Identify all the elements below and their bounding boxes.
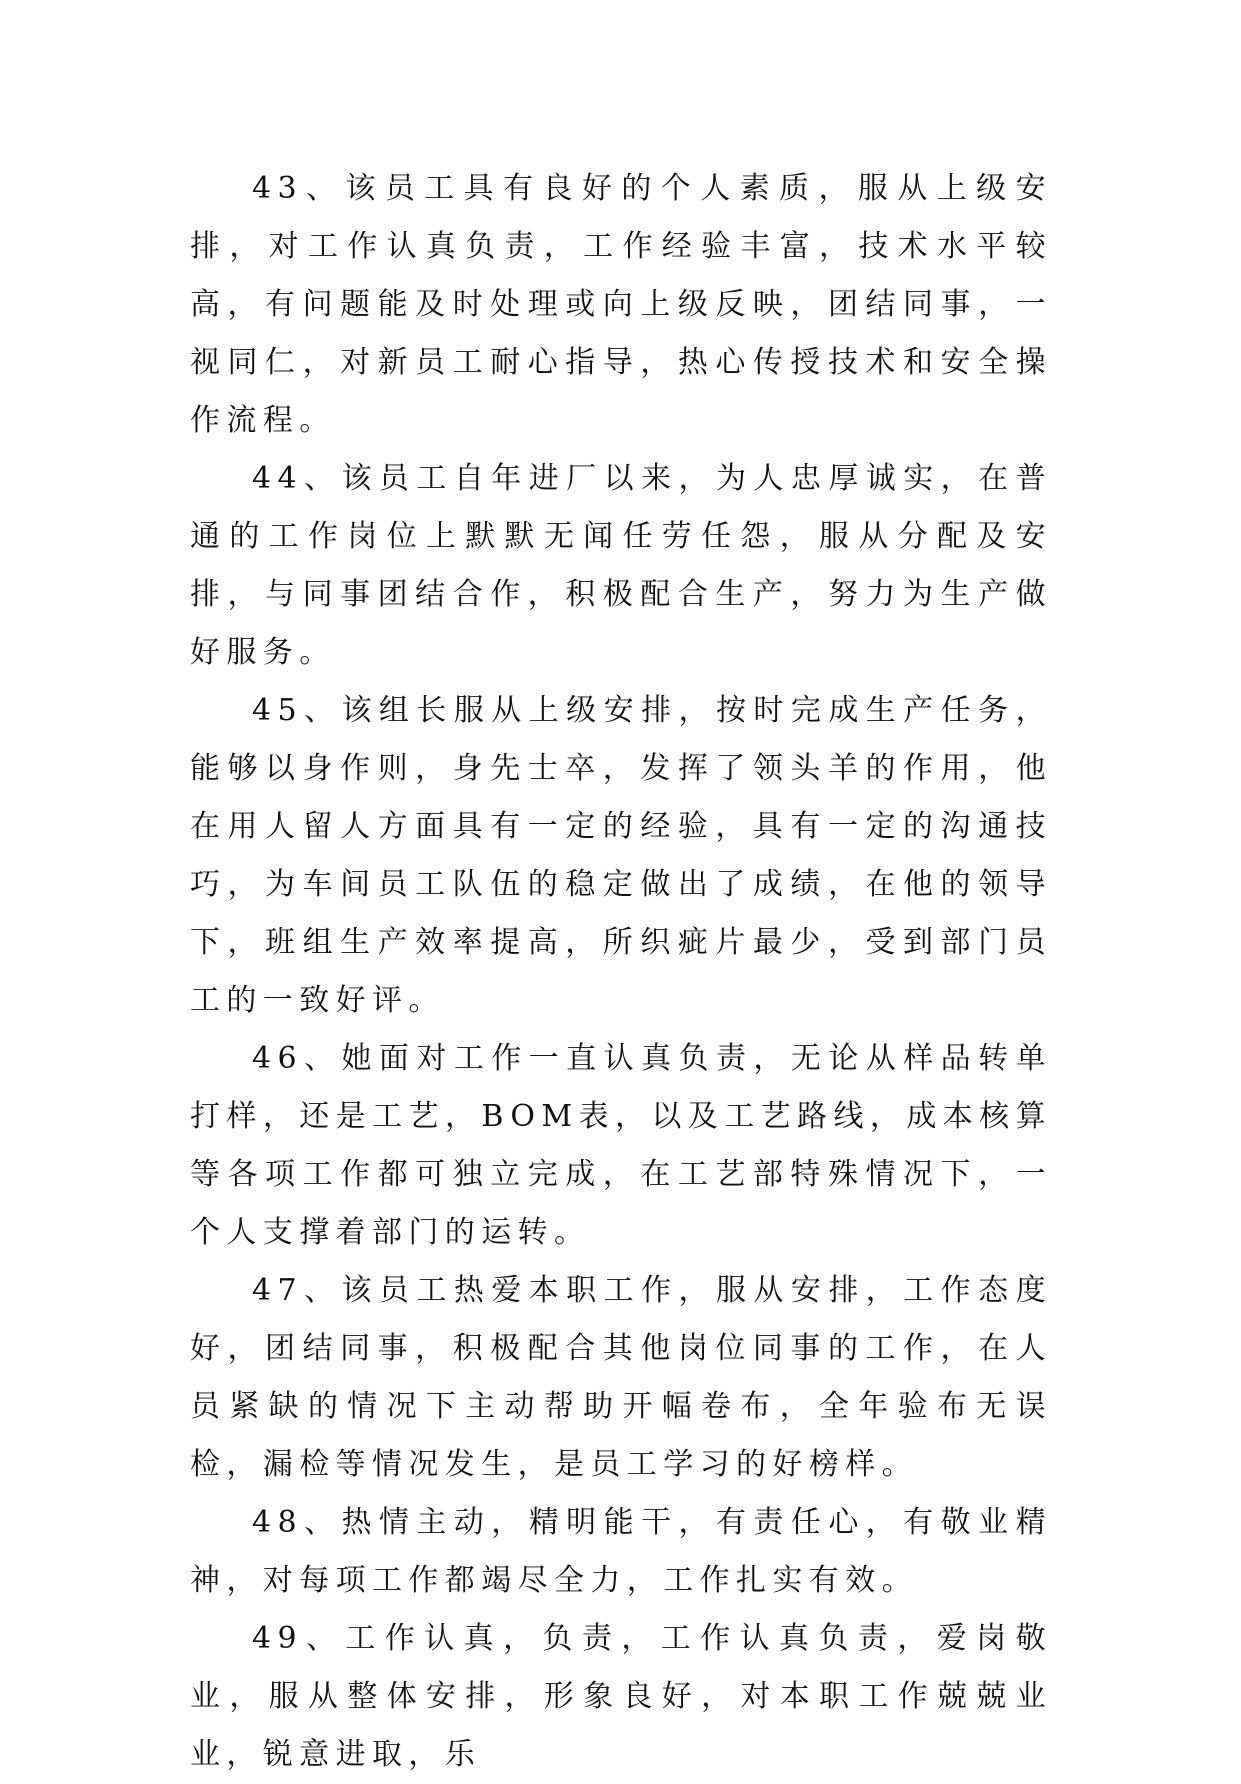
paragraph-48: 48、热情主动，精明能干，有责任心，有敬业精神，对每项工作都竭尽全力，工作扎实有效。 — [190, 1505, 1052, 1598]
paragraph-44: 44、该员工自年进厂以来，为人忠厚诚实，在普通的工作岗位上默默无闻任劳任怨，服从分配及安排，与同事团结合作，积极配合生产，努力为生产做好服务。 — [190, 461, 1052, 670]
document-body — [190, 160, 1052, 1784]
paragraph-46: 46、她面对工作一直认真负责，无论从样品转单打样，还是工艺，BOM表，以及工艺路线，成本核算等各项工作都可独立完成，在工艺部特殊情况下，一个人支撑着部门的运转。 — [190, 1041, 1052, 1250]
paragraph-43: 43、该员工具有良好的个人素质，服从上级安排，对工作认真负责，工作经验丰富，技术水平较高，有问题能及时处理或向上级反映，团结同事，一视同仁，对新员工耐心指导，热心传授技术和安全操作流程。 — [190, 171, 1052, 438]
paragraph-49: 49、工作认真，负责，工作认真负责，爱岗敬业，服从整体安排，形象良好，对本职工作兢兢业业，锐意进取，乐 — [190, 1621, 1052, 1772]
paragraph-45: 45、该组长服从上级安排，按时完成生产任务，能够以身作则，身先士卒，发挥了领头羊的作用，他在用人留人方面具有一定的经验，具有一定的沟通技巧，为车间员工队伍的稳定做出了成绩，在他的领导下，班组生产效率提高，所织疵片最少，受到部门员工的一致好评。 — [190, 693, 1052, 1018]
paragraph-47: 47、该员工热爱本职工作，服从安排，工作态度好，团结同事，积极配合其他岗位同事的工作，在人员紧缺的情况下主动帮助开幅卷布，全年验布无误检，漏检等情况发生，是员工学习的好榜样。 — [190, 1273, 1052, 1482]
